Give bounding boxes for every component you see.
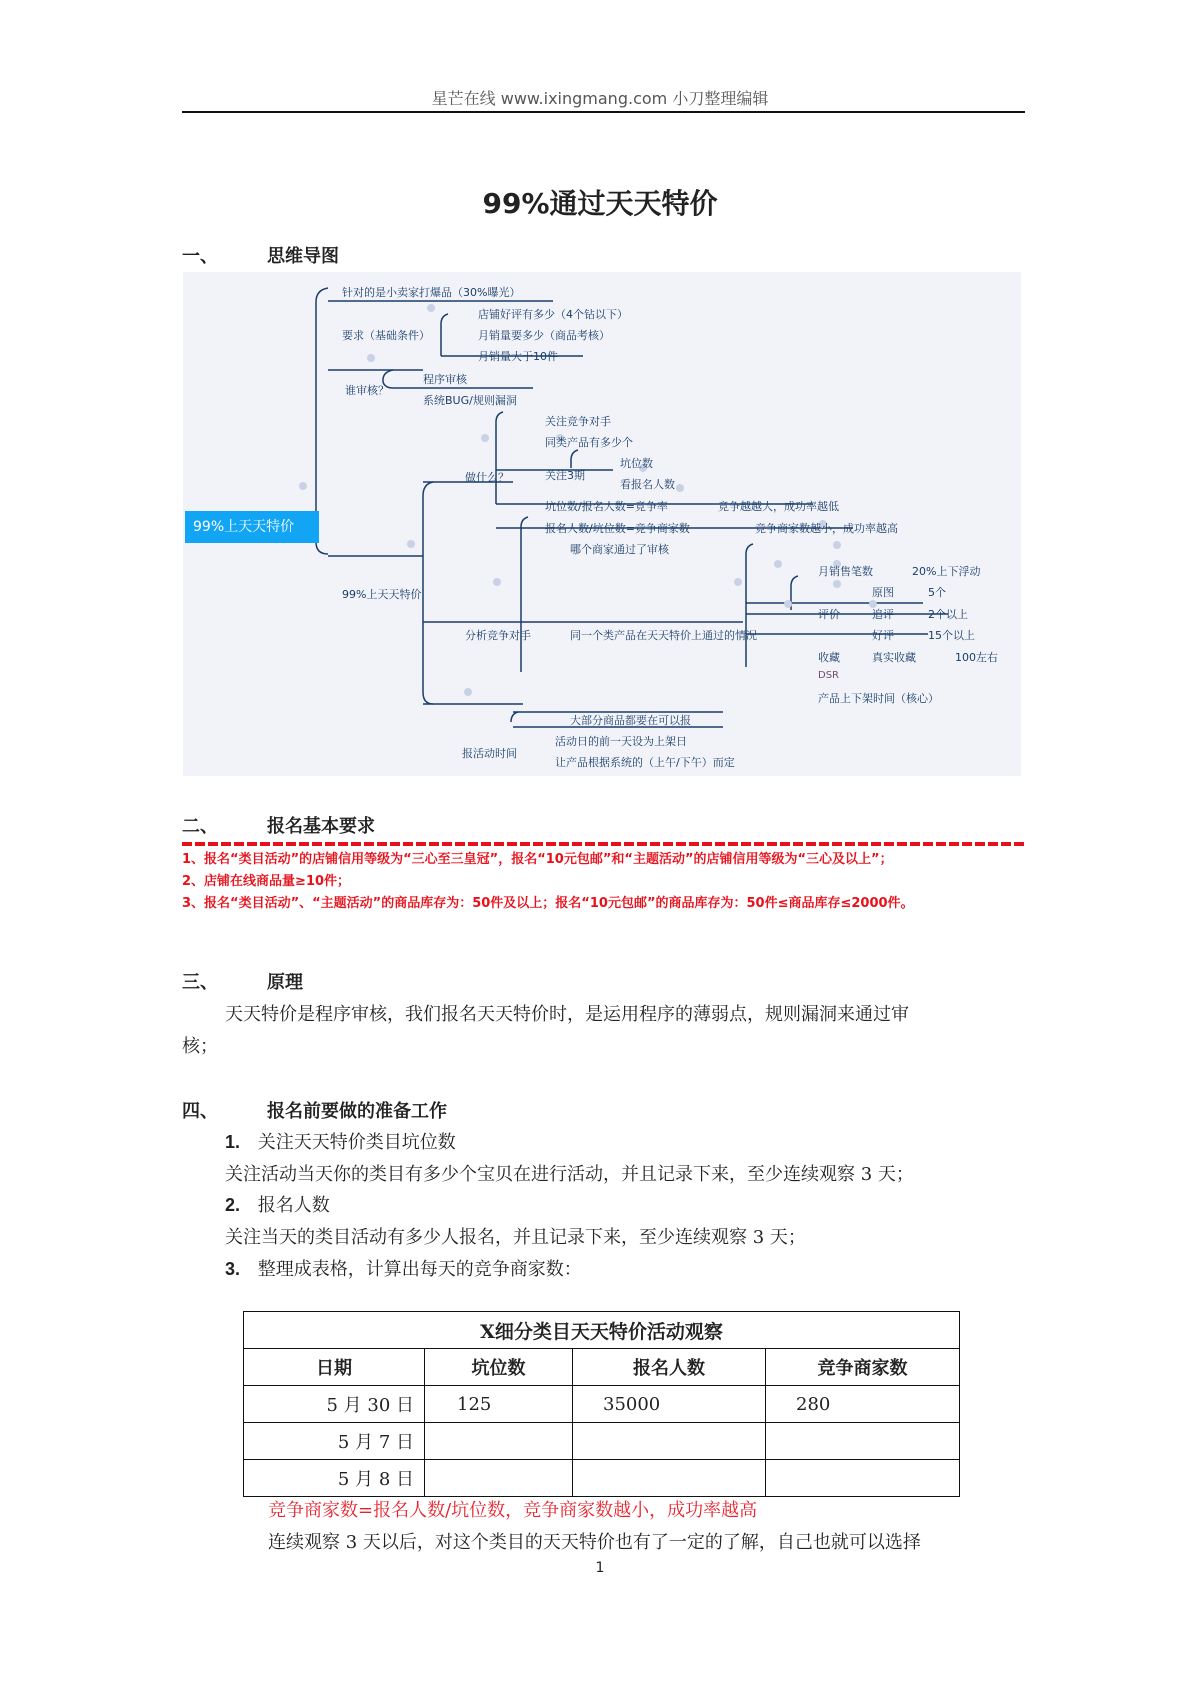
table-row: [244, 1460, 960, 1497]
table-cell: 5 月 30 日: [244, 1386, 425, 1423]
table-cell: [766, 1423, 960, 1460]
section-heading-3: [0, 968, 1200, 994]
section-heading-4: [0, 1097, 1200, 1123]
section-number: 一、: [182, 246, 218, 267]
mindmap-node[interactable]: 99%上天天特价: [342, 588, 422, 601]
table-caption: X细分类目天天特价活动观察: [244, 1312, 960, 1349]
requirement-item: 1、报名“类目活动”的店铺信用等级为“三心至三皇冠”，报名“10元包邮”和“主题活动”的店铺信用等级为“三心及以上”；: [182, 852, 893, 867]
mindmap-node[interactable]: 谁审核？: [345, 384, 389, 397]
mindmap-node[interactable]: 看报名人数: [620, 478, 675, 491]
mindmap-node[interactable]: 收藏: [818, 651, 840, 664]
column-header: 报名人数: [573, 1349, 766, 1386]
mindmap-node[interactable]: 做什么？: [465, 471, 509, 484]
mindmap-node[interactable]: 店铺好评有多少（4个钻以下）: [478, 308, 628, 321]
list-number: 3.: [225, 1259, 241, 1279]
mindmap-node[interactable]: 坑位数: [620, 457, 653, 470]
table-cell: 125: [425, 1386, 573, 1423]
document-title: 99%通过天天特价: [482, 187, 718, 220]
formula-note: 竞争商家数=报名人数/坑位数，竞争商家数越小，成功率越高: [268, 1500, 758, 1521]
section-heading-1: [0, 242, 1200, 268]
table-cell: 280: [766, 1386, 960, 1423]
section-label: 思维导图: [267, 246, 339, 267]
mindmap-node[interactable]: 月销量大于10件: [478, 350, 558, 363]
table-cell: 35000: [573, 1386, 766, 1423]
mindmap-node[interactable]: DSR: [818, 670, 839, 681]
conclusion-text: 连续观察 3 天以后，对这个类目的天天特价也有了一定的了解，自己也就可以选择: [268, 1532, 921, 1553]
mindmap-node[interactable]: 2个以上: [928, 608, 968, 621]
section-number: 四、: [182, 1101, 218, 1122]
prep-item-desc: 关注活动当天你的类目有多少个宝贝在进行活动，并且记录下来，至少连续观察 3 天；: [225, 1164, 914, 1185]
table-row: [244, 1386, 960, 1423]
mindmap-node[interactable]: 要求（基础条件）: [342, 329, 430, 342]
mindmap-node[interactable]: 好评: [872, 629, 894, 642]
requirement-item: 2、店铺在线商品量≥10件；: [182, 874, 351, 889]
section-heading-2: [0, 812, 1200, 838]
mindmap-node[interactable]: 原图: [872, 586, 894, 599]
mindmap-node[interactable]: 月销量要多少（商品考核）: [478, 329, 610, 342]
mindmap-node[interactable]: 针对的是小卖家打爆品（30%曝光）: [342, 286, 521, 299]
requirement-item: 3、报名“类目活动”、“主题活动”的商品库存为：50件及以上；报名“10元包邮”的商品库存为：50件≤商品库存≤2000件。: [182, 896, 914, 911]
page-number: 1: [595, 1560, 605, 1576]
principle-text: 天天特价是程序审核，我们报名天天特价时，是运用程序的薄弱点，规则漏洞来通过审: [225, 1004, 909, 1025]
section-number: 三、: [182, 972, 218, 993]
mindmap-node[interactable]: 分析竞争对手: [465, 629, 531, 642]
mindmap-node[interactable]: 同类产品有多少个: [545, 436, 633, 449]
clipped-line: [182, 842, 1025, 846]
section-label: 报名前要做的准备工作: [267, 1101, 447, 1122]
prep-title: 报名人数: [257, 1195, 330, 1216]
section-number: 二、: [182, 816, 218, 837]
mindmap-node[interactable]: 报名人数/坑位数=竞争商家数: [545, 522, 690, 535]
column-header: 竞争商家数: [766, 1349, 960, 1386]
mindmap-node[interactable]: 竞争越越大，成功率越低: [718, 500, 839, 513]
list-number: 1.: [225, 1132, 241, 1152]
list-number: 2.: [225, 1195, 241, 1215]
section-label: 原理: [267, 972, 303, 993]
table-row: [244, 1423, 960, 1460]
mindmap-node[interactable]: 活动日的前一天设为上架日: [555, 735, 687, 748]
principle-text-cont: 核；: [182, 1036, 218, 1057]
table-cell: 5 月 8 日: [244, 1460, 425, 1497]
column-header: 坑位数: [425, 1349, 573, 1386]
section-label: 报名基本要求: [267, 816, 375, 837]
table-header-row: [244, 1349, 960, 1386]
mindmap-node[interactable]: 让产品根据系统的（上午/下午）而定: [555, 756, 735, 769]
mindmap-node[interactable]: 报活动时间: [462, 747, 517, 760]
mindmap-node[interactable]: 15个以上: [928, 629, 975, 642]
mindmap-node[interactable]: 月销售笔数: [818, 565, 873, 578]
page-header: 星芒在线 www.ixingmang.com 小刀整理编辑: [431, 89, 769, 108]
table-cell: [425, 1423, 573, 1460]
mindmap-node[interactable]: 竞争商家数越小，成功率越高: [755, 522, 898, 535]
mindmap-node[interactable]: 同一个类产品在天天特价上通过的情况: [570, 629, 757, 642]
table-cell: [573, 1423, 766, 1460]
prep-title: 整理成表格，计算出每天的竞争商家数：: [257, 1259, 582, 1280]
mindmap-node[interactable]: 哪个商家通过了审核: [570, 543, 669, 556]
mindmap-node[interactable]: 产品上下架时间（核心）: [818, 692, 939, 705]
mindmap-node[interactable]: 追评: [872, 608, 894, 621]
prep-item-title: [225, 1255, 582, 1281]
mindmap-node[interactable]: 关注竞争对手: [545, 415, 611, 428]
mindmap-node[interactable]: 关注3期: [545, 469, 585, 482]
column-header: 日期: [244, 1349, 425, 1386]
observation-table: [243, 1311, 960, 1497]
prep-title: 关注天天特价类目坑位数: [257, 1132, 456, 1153]
prep-item-title: [225, 1191, 330, 1217]
mindmap-node[interactable]: 程序审核: [423, 373, 467, 386]
table-cell: [425, 1460, 573, 1497]
mindmap-node[interactable]: 100左右: [955, 651, 998, 664]
mindmap-root-node[interactable]: 99%上天天特价: [185, 511, 319, 543]
prep-item-desc: 关注当天的类目活动有多少人报名，并且记录下来，至少连续观察 3 天；: [225, 1227, 806, 1248]
table-cell: 5 月 7 日: [244, 1423, 425, 1460]
prep-item-title: [225, 1128, 456, 1154]
requirements-list: [182, 849, 1042, 915]
mindmap-node[interactable]: 坑位数/报名人数=竞争率: [545, 500, 668, 513]
mindmap-node[interactable]: 真实收藏: [872, 651, 916, 664]
table-cell: [766, 1460, 960, 1497]
mindmap-node[interactable]: 评价: [818, 608, 840, 621]
table-cell: [573, 1460, 766, 1497]
header-divider: [182, 111, 1025, 113]
mindmap-node[interactable]: 5个: [928, 586, 946, 599]
mindmap-node[interactable]: 系统BUG/规则漏洞: [423, 394, 517, 407]
mindmap-node[interactable]: 20%上下浮动: [912, 565, 981, 578]
mindmap-node[interactable]: 大部分商品都要在可以报: [570, 714, 691, 727]
